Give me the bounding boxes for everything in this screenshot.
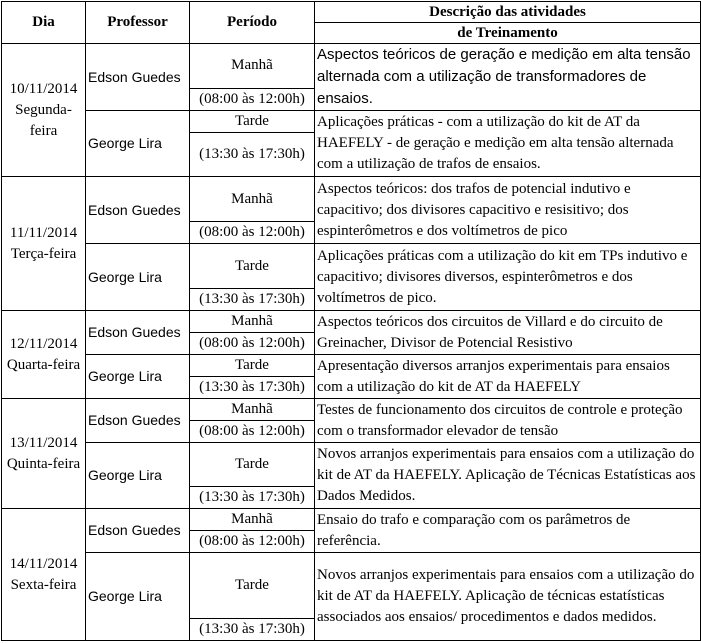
table-row: [2, 111, 701, 133]
period-label: Tarde: [190, 443, 315, 487]
day-weekday: Segunda-feira: [15, 101, 72, 139]
table-row: [2, 177, 701, 222]
description-cell: Aspectos teóricos: dos trafos de potencial indutivo e capacitivo; dos divisores capacitivo e resisitivo; dos espinterômetros e dos voltímetros de pico: [315, 177, 701, 244]
description-cell: Testes de funcionamento dos circuitos de controle e proteção com o transformador elevador de tensão: [315, 399, 701, 443]
day-weekday: Quarta-feira: [6, 356, 81, 373]
period-label: Tarde: [190, 244, 315, 289]
period-hours: (13:30 às 17:30h): [190, 377, 315, 399]
table-row: [2, 443, 701, 487]
period-hours: (13:30 às 17:30h): [190, 487, 315, 509]
period-label: Tarde: [190, 111, 315, 133]
period-hours: (13:30 às 17:30h): [190, 619, 315, 641]
period-label: Manhã: [190, 399, 315, 421]
period-label: Manhã: [190, 44, 315, 89]
table-row: [2, 553, 701, 619]
table-row: [2, 355, 701, 377]
table-row: [2, 244, 701, 289]
training-schedule-table: [1, 1, 701, 641]
description-cell: Aplicações práticas com a utilização do kit em TPs indutivo e capacitivo; divisores diversos, espinterômetros e dos voltímetros de pico.: [315, 244, 701, 311]
day-cell: [2, 177, 86, 311]
day-date: 11/11/2014: [9, 224, 78, 241]
description-cell: Ensaio do trafo e comparação com os parâmetros de referência.: [315, 509, 701, 553]
header-professor: Professor: [86, 2, 190, 44]
day-date: 14/11/2014: [9, 555, 78, 572]
professor-cell: George Lira: [86, 244, 190, 311]
day-date: 13/11/2014: [9, 434, 78, 451]
day-cell: [2, 399, 86, 509]
professor-cell: George Lira: [86, 355, 190, 399]
period-hours: (13:30 às 17:30h): [190, 289, 315, 311]
period-hours: (13:30 às 17:30h): [190, 133, 315, 177]
professor-cell: George Lira: [86, 111, 190, 177]
table-row: [2, 509, 701, 531]
description-cell: Aspectos teóricos dos circuitos de Villard e do circuito de Greinacher, Divisor de Potencial Resistivo: [315, 311, 701, 355]
period-hours: (08:00 às 12:00h): [190, 222, 315, 244]
description-cell: Novos arranjos experimentais para ensaios com a utilização do kit de AT da HAEFELY. Aplicação de Técnicas Estatísticas aos Dados Medidos.: [315, 443, 701, 509]
period-hours: (08:00 às 12:00h): [190, 531, 315, 553]
header-periodo: Período: [190, 2, 315, 44]
table-row: [2, 44, 701, 89]
professor-cell: George Lira: [86, 443, 190, 509]
day-weekday: Terça-feira: [10, 245, 77, 262]
day-date: 12/11/2014: [9, 335, 78, 352]
table-row: [2, 311, 701, 333]
period-hours: (08:00 às 12:00h): [190, 88, 315, 110]
professor-cell: Edson Guedes: [86, 509, 190, 553]
period-label: Manhã: [190, 311, 315, 333]
header-descricao-line2: de Treinamento: [315, 23, 701, 44]
day-date: 10/11/2014: [9, 80, 78, 97]
header-dia: Dia: [2, 2, 86, 44]
professor-cell: Edson Guedes: [86, 177, 190, 244]
period-label: Tarde: [190, 553, 315, 619]
professor-cell: Edson Guedes: [86, 44, 190, 111]
professor-cell: George Lira: [86, 553, 190, 641]
professor-cell: Edson Guedes: [86, 311, 190, 355]
period-label: Manhã: [190, 177, 315, 222]
description-cell: Aplicações práticas - com a utilização do kit de AT da HAEFELY - de geração e medição em alta tensão alternada com a utilização de trafos de ensaios.: [315, 111, 701, 177]
period-hours: (08:00 às 12:00h): [190, 333, 315, 355]
description-cell: Apresentação diversos arranjos experimentais para ensaios com a utilização do kit de AT da HAEFELY: [315, 355, 701, 399]
day-weekday: Sexta-feira: [10, 576, 77, 593]
day-cell: [2, 44, 86, 177]
header-row: [2, 2, 701, 23]
period-label: Manhã: [190, 509, 315, 531]
description-cell: Aspectos teóricos de geração e medição em alta tensão alternada com a utilização de transformadores de ensaios.: [315, 44, 701, 111]
day-weekday: Quinta-feira: [6, 455, 81, 472]
period-label: Tarde: [190, 355, 315, 377]
description-cell: Novos arranjos experimentais para ensaios com a utilização do kit de AT da HAEFELY. Aplicação de técnicas estatísticas associados aos ensaios/ procedimentos e dados medidos.: [315, 553, 701, 641]
day-cell: [2, 311, 86, 399]
period-hours: (08:00 às 12:00h): [190, 421, 315, 443]
table-row: [2, 399, 701, 421]
header-descricao-line1: Descrição das atividades: [315, 2, 701, 23]
day-cell: [2, 509, 86, 641]
professor-cell: Edson Guedes: [86, 399, 190, 443]
